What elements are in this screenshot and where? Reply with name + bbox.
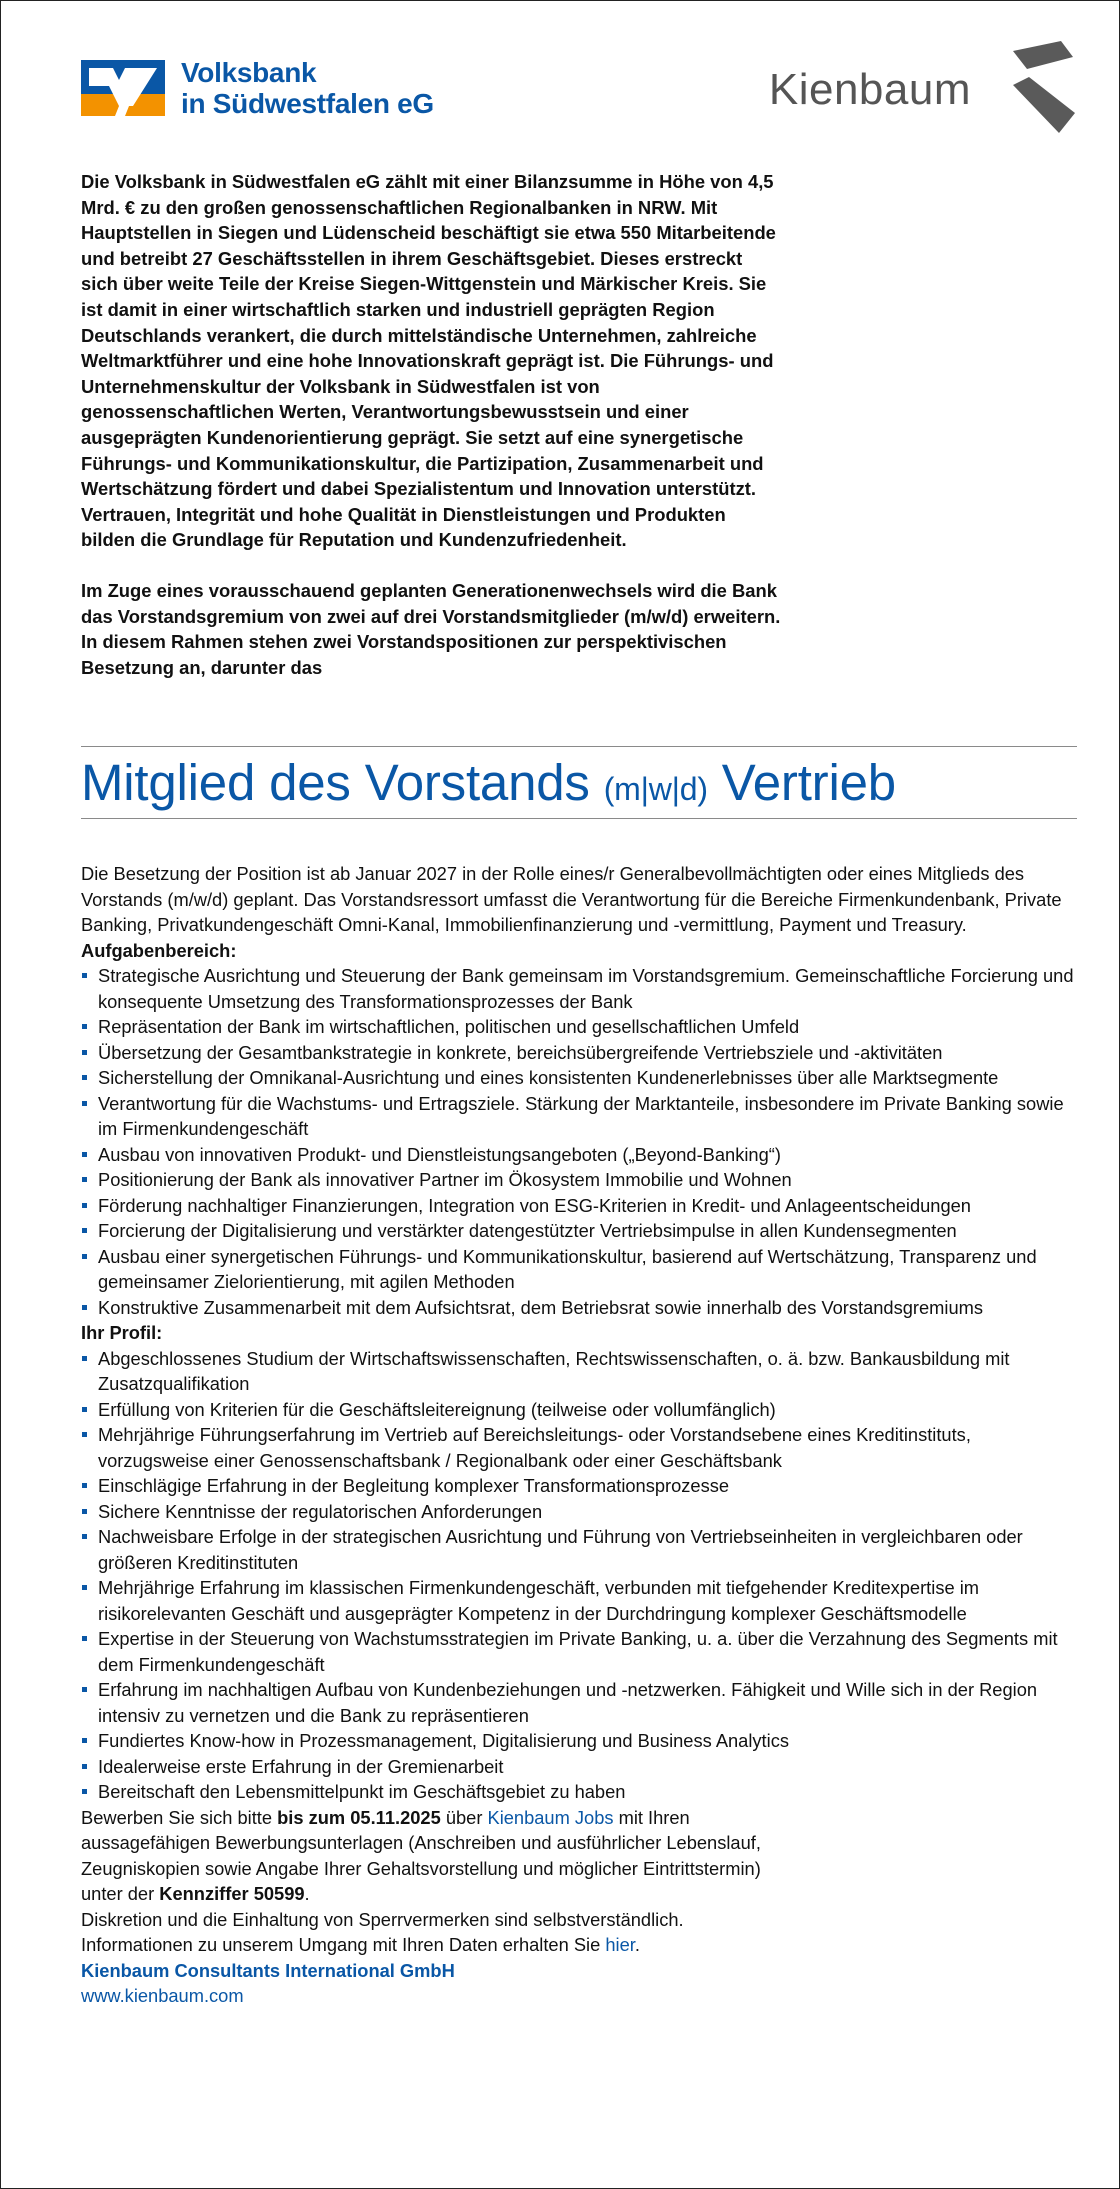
- kienbaum-wordmark: Kienbaum: [768, 65, 971, 114]
- kienbaum-jobs-link[interactable]: Kienbaum Jobs: [487, 1806, 614, 1828]
- privacy-link[interactable]: hier: [605, 1934, 635, 1955]
- task-item: Positionierung der Bank als innovativer Partner im Ökosystem Immobilie und Wohnen: [81, 1167, 1081, 1193]
- profile-item: Expertise in der Steuerung von Wachstumsstrategien im Private Banking, u. a. über die Verzahnung des Segments mit dem Firmenkundengeschäft: [81, 1626, 1081, 1677]
- task-item: Übersetzung der Gesamtbankstrategie in konkrete, bereichsübergreifende Vertriebsziele und -aktivitäten: [81, 1040, 1081, 1066]
- apply-text: mit Ihren aussagefähigen Bewerbungsunterlagen (Anschreiben und ausführlicher Lebenslauf, Zeugniskopien sowie Angabe Ihrer Gehaltsvorstellung und möglicher Eintrittstermin) unter der: [81, 1806, 761, 1904]
- volksbank-logo: [81, 57, 434, 119]
- job-title: [81, 751, 896, 821]
- task-item: Konstruktive Zusammenarbeit mit dem Aufsichtsrat, dem Betriebsrat sowie innerhalb des Vorstandsgremiums: [81, 1295, 1081, 1321]
- reference-number: Kennziffer 50599: [159, 1883, 305, 1904]
- privacy-note: [81, 1932, 1081, 1958]
- kienbaum-logo: [769, 41, 1077, 133]
- discretion-note: Diskretion und die Einhaltung von Sperrvermerken sind selbstverständlich.: [81, 1908, 684, 1930]
- profile-item: Nachweisbare Erfolge in der strategischen Ausrichtung und Führung von Vertriebseinheiten in vergleichbaren oder größeren Kreditinstituten: [81, 1524, 1081, 1575]
- task-item: Ausbau von innovativen Produkt- und Dienstleistungsangeboten („Beyond-Banking“): [81, 1142, 1081, 1168]
- task-item: Verantwortung für die Wachstums- und Ertragsziele. Stärkung der Marktanteile, insbesondere im Private Banking sowie im Firmenkundengeschäft: [81, 1091, 1081, 1142]
- intro-paragraph: Die Volksbank in Südwestfalen eG zählt mit einer Bilanzsumme in Höhe von 4,5 Mrd. € zu den großen genossenschaftlichen Regionalbanken in NRW. Mit Hauptstellen in Siegen und Lüdenscheid beschäftigt sie etwa 550 Mitarbeitende und betreibt 27 Geschäftsstellen in ihrem Geschäftsgebiet. Dieses erstreckt sich über weite Teile der Kreise Siegen-Wittgenstein und Märkischer Kreis. Sie ist damit in einer wirtschaftlich starken und industriell geprägten Region Deutschlands verankert, die durch mittelständische Unternehmen, zahlreiche Weltmarktführer und eine hohe Innovationskraft geprägt ist. Die Führungs- und Unternehmenskultur der Volksbank in Südwestfalen ist von genossenschaftlichen Werten, Verantwortungsbewusstsein und einer ausgeprägten Kundenorientierung geprägt. Sie setzt auf eine synergetische Führungs- und Kommunikationskultur, die Partizipation, Zusammenarbeit und Wertschätzung fördert und dabei Spezialistentum und Innovation unterstützt. Vertrauen, Integrität und hohe Qualität in Dienstleistungen und Produkten bilden die Grundlage für Reputation und Kundenzufriedenheit.: [81, 171, 776, 551]
- profile-item: Abgeschlossenes Studium der Wirtschaftswissenschaften, Rechtswissenschaften, o. ä. bzw. Bankausbildung mit Zusatzqualifikation: [81, 1346, 1081, 1397]
- task-item: Forcierung der Digitalisierung und verstärkter datengestützter Vertriebsimpulse in allen Kundensegmenten: [81, 1218, 1081, 1244]
- company-intro: [81, 169, 781, 680]
- task-item: Repräsentation der Bank im wirtschaftlichen, politischen und gesellschaftlichen Umfeld: [81, 1014, 1081, 1040]
- volksbank-name-line1: Volksbank: [181, 57, 317, 88]
- profile-item: Bereitschaft den Lebensmittelpunkt im Geschäftsgebiet zu haben: [81, 1779, 1081, 1805]
- privacy-text: Informationen zu unserem Umgang mit Ihren Daten erhalten Sie: [81, 1934, 606, 1955]
- volksbank-name-line2: in Südwestfalen eG: [181, 88, 434, 119]
- profile-heading: Ihr Profil:: [81, 1322, 163, 1343]
- profile-item: Mehrjährige Erfahrung im klassischen Firmenkundengeschäft, verbunden mit tiefgehender Kreditexpertise im risikorelevanten Geschäft und ausgeprägter Kompetenz in der Durchdringung komplexer Geschäftsmodelle: [81, 1575, 1081, 1626]
- title-divider-top: [81, 746, 1077, 747]
- application-instructions: [81, 1805, 781, 1907]
- privacy-end: .: [634, 1934, 640, 1955]
- volksbank-wordmark: [181, 57, 434, 119]
- profile-item: Erfüllung von Kriterien für die Geschäftsleitereignung (teilweise oder vollumfänglich): [81, 1397, 1081, 1423]
- apply-text: .: [304, 1883, 310, 1904]
- profile-item: Fundiertes Know-how in Prozessmanagement, Digitalisierung und Business Analytics: [81, 1728, 1081, 1754]
- task-item: Sicherstellung der Omnikanal-Ausrichtung und eines konsistenten Kundenerlebnisses über alle Marktsegmente: [81, 1065, 1081, 1091]
- task-item: Strategische Ausrichtung und Steuerung der Bank gemeinsam im Vorstandsgremium. Gemeinschaftliche Forcierung und konsequente Umsetzung des Transformationsprozesses der Bank: [81, 963, 1081, 1014]
- profile-item: Idealerweise erste Erfahrung in der Gremienarbeit: [81, 1754, 1081, 1780]
- intro-paragraph: Im Zuge eines vorausschauend geplanten Generationenwechsels wird die Bank das Vorstandsgremium von zwei auf drei Vorstandsmitglieder (m/w/d) erweitern. In diesem Rahmen stehen zwei Vorstandspositionen zur perspektivischen Besetzung an, darunter das: [81, 579, 781, 678]
- job-details: [81, 861, 1081, 2009]
- footer-website-link[interactable]: www.kienbaum.com: [81, 1985, 244, 2006]
- application-deadline: bis zum 05.11.2025: [277, 1806, 441, 1828]
- job-title-main: Mitglied des Vorstands: [81, 754, 604, 811]
- profile-item: Einschlägige Erfahrung in der Begleitung komplexer Transformationsprozesse: [81, 1473, 1081, 1499]
- profile-item: Erfahrung im nachhaltigen Aufbau von Kundenbeziehungen und -netzwerken. Fähigkeit und Wille sich in der Region intensiv zu vernetzen und die Bank zu repräsentieren: [81, 1677, 1081, 1728]
- position-description: Die Besetzung der Position ist ab Januar 2027 in der Rolle eines/r Generalbevollmächtigten oder eines Mitglieds des Vorstands (m/w/d) geplant. Das Vorstandsressort umfasst die Verantwortung für die Bereiche Firmenkundenbank, Private Banking, Privatkundengeschäft Omni-Kanal, Immobilienfinanzierung und -vermittlung, Payment und Treasury.: [81, 863, 1062, 935]
- task-item: Ausbau einer synergetischen Führungs- und Kommunikationskultur, basierend auf Wertschätzung, Transparenz und gemeinsamer Zielorientierung, mit agilen Methoden: [81, 1244, 1081, 1295]
- kienbaum-logo-icon: [1011, 41, 1077, 133]
- apply-text: Bewerben Sie sich bitte: [81, 1806, 278, 1828]
- tasks-list: [81, 963, 1081, 1320]
- task-item: Förderung nachhaltiger Finanzierungen, Integration von ESG-Kriterien in Kredit- und Anlageentscheidungen: [81, 1193, 1081, 1219]
- job-title-gender: (m|w|d): [603, 771, 708, 807]
- job-title-department: Vertrieb: [707, 754, 896, 811]
- profile-item: Mehrjährige Führungserfahrung im Vertrieb auf Bereichsleitungs- oder Vorstandsebene eines Kreditinstituts, vorzugsweise einer Genossenschaftsbank / Regionalbank oder einer Geschäftsbank: [81, 1422, 1081, 1473]
- apply-text: über: [440, 1806, 488, 1828]
- tasks-heading: Aufgabenbereich:: [81, 939, 237, 961]
- volksbank-logo-icon: [81, 60, 165, 116]
- title-divider-bottom: [81, 818, 1077, 819]
- profile-list: [81, 1346, 1081, 1805]
- profile-item: Sichere Kenntnisse der regulatorischen Anforderungen: [81, 1499, 1081, 1525]
- footer-company-name: Kienbaum Consultants International GmbH: [81, 1959, 455, 1981]
